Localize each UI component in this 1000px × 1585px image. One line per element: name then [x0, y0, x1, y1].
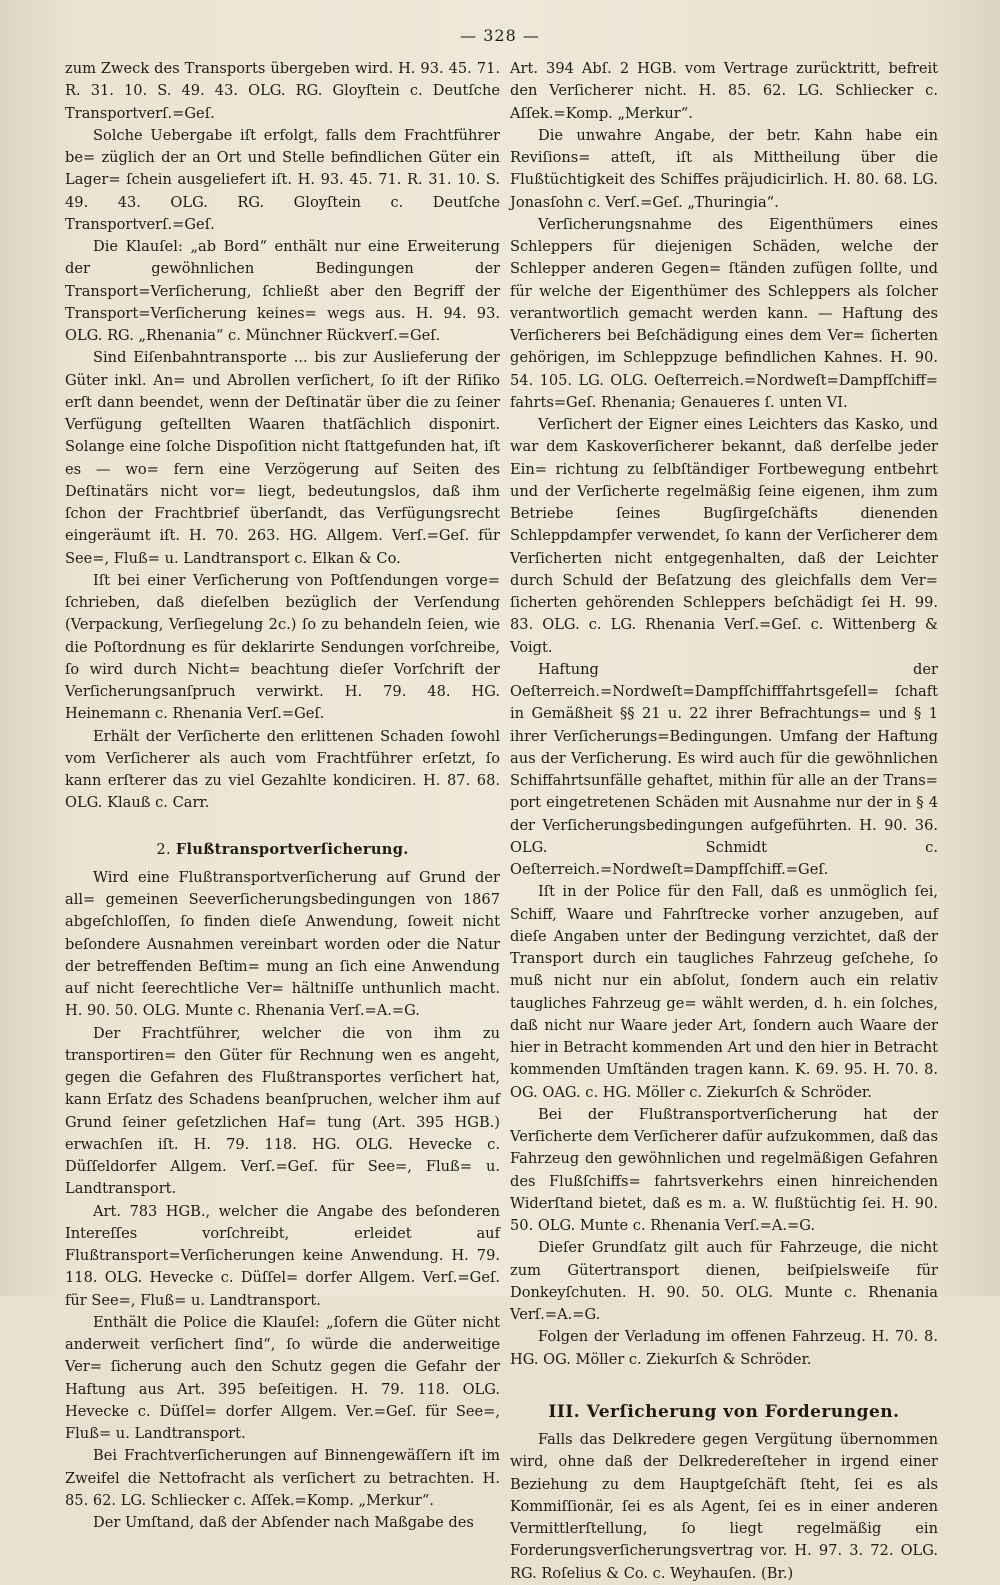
paragraph: Sind Eiſenbahntransporte ... bis zur Auslieferung der Güter inkl. An= und Abrollen verſichert, ſo iſt der Riſiko erſt dann beendet, wenn der Deſtinatär über die zu ſeiner Verfügung geſtellten Waaren thatſächlich disponirt. Solange eine ſolche Dispoſition nicht ſtattgefunden hat, iſt es — wo= fern eine Verzögerung auf Seiten des Deſtinatärs nicht vor= liegt, bedeutungslos, daß ihm ſchon der Frachtbrief überſandt, das Verfügungsrecht eingeräumt iſt. H. 70. 263. HG. Allgem. Verſ.=Geſ. für See=, Fluß= u. Landtransport c. Elkan & Co.: [65, 349, 500, 567]
paragraph: zum Zweck des Transports übergeben wird. H. 93. 45. 71. R. 31. 10. S. 49. 43. OLG. RG. Gloyſtein c. Deutſche Transportverſ.=Geſ.: [65, 60, 500, 122]
paragraph: Dieſer Grundſatz gilt auch für Fahrzeuge, die nicht zum Gütertransport dienen, beiſpielsweiſe für Donkeyſchuten. H. 90. 50. OLG. Munte c. Rhenania Verſ.=A.=G.: [510, 1239, 938, 1323]
paragraph: Bei der Flußtransportverſicherung hat der Verſicherte dem Verſicherer dafür aufzukommen, daß das Fahrzeug den gewöhnlichen und regelmäßigen Gefahren des Flußſchiffs= fahrtsverkehrs einen hinreichenden Widerſtand bietet, daß es m. a. W. flußtüchtig ſei. H. 90. 50. OLG. Munte c. Rhenania Verſ.=A.=G.: [510, 1105, 938, 1234]
paragraph: Die Klauſel: „ab Bord“ enthält nur eine Erweiterung der gewöhnlichen Bedingungen der Transport=Verſicherung, ſchließt aber den Begriff der Transport=Verſicherung keines= wegs aus. H. 94. 93. OLG. RG. „Rhenania“ c. Münchner Rückverſ.=Geſ.: [65, 238, 500, 344]
paragraph: Art. 783 HGB., welcher die Angabe des beſonderen Intereſſes vorſchreibt, erleidet auf Flußtransport=Verſicherungen keine Anwendung. H. 79. 118. OLG. Hevecke c. Düſſel= dorfer Allgem. Verſ.=Geſ. für See=, Fluß= u. Landtransport.: [65, 1202, 500, 1309]
part-number: III.: [548, 1401, 581, 1422]
page-number: — 328 —: [460, 26, 540, 45]
paragraph: Folgen der Verladung im offenen Fahrzeug. H. 70. 8. HG. OG. Möller c. Ziekurſch & Schröder.: [510, 1328, 938, 1368]
paragraph: Falls das Delkredere gegen Vergütung übernommen wird, ohne daß der Delkredereſteher in irgend einer Beziehung zu dem Hauptgeſchäft ſteht, ſei es als Kommiſſionär, ſei es als Agent, ſei es in einer anderen Vermittlerſtellung, ſo liegt regelmäßig ein Forderungsverſicherungsvertrag vor. H. 97. 3. 72. OLG. RG. Roſelius & Co. c. Weyhauſen. (Br.): [510, 1431, 938, 1582]
paragraph: Iſt in der Police für den Fall, daß es unmöglich ſei, Schiff, Waare und Fahrſtrecke vorher anzugeben, auf dieſe Angaben unter der Bedingung verzichtet, daß der Transport durch ein taugliches Fahrzeug geſchehe, ſo muß nicht nur ein abſolut, ſondern auch ein relativ taugliches Fahrzeug ge= wählt werden, d. h. ein ſolches, daß nicht nur Waare jeder Art, ſondern auch Waare der hier in Betracht kommenden Art und den hier in Betracht kommenden Umſtänden tragen kann. K. 69. 95. H. 70. 8. OG. OAG. c. HG. Möller c. Ziekurſch & Schröder.: [510, 883, 938, 1101]
paragraph: Verſichert der Eigner eines Leichters das Kasko, und war dem Kaskoverſicherer bekannt, daß derſelbe jeder Ein= richtung zu ſelbſtändiger Fortbewegung entbehrt und der Verſicherte regelmäßig ſeine eigenen, ihm zum Betriebe ſeines Bugſirgeſchäfts dienenden Schleppdampfer verwendet, ſo kann der Verſicherer dem Verſicherten nicht entgegenhalten, daß der Leichter durch Schuld der Beſatzung des gleichfalls dem Ver= ſicherten gehörenden Schleppers beſchädigt ſei H. 99. 83. OLG. c. LG. Rhenania Verſ.=Geſ. c. Wittenberg & Voigt.: [510, 416, 938, 656]
left-column: [65, 58, 500, 1534]
paragraph: Solche Uebergabe iſt erfolgt, falls dem Frachtführer be= züglich der an Ort und Stelle befindlichen Güter ein Lager= ſchein ausgeliefert iſt. H. 93. 45. 71. R. 31. 10. S. 49. 43. OLG. RG. Gloyſtein c. Deutſche Transportverſ.=Geſ.: [65, 126, 500, 233]
paragraph: Die unwahre Angabe, der betr. Kahn habe ein Reviſions= atteſt, iſt als Mittheilung über die Flußtüchtigkeit des Schiffes präjudicirlich. H. 80. 68. LG. Jonasſohn c. Verſ.=Geſ. „Thuringia“.: [510, 126, 938, 211]
paragraph: Verſicherungsnahme des Eigenthümers eines Schleppers für diejenigen Schäden, welche der Schlepper anderen Gegen= ſtänden zufügen ſollte, und für welche der Eigenthümer des Schleppers als ſolcher verantwortlich gemacht werden kann. — Haftung des Verſicherers bei Beſchädigung eines dem Ver= ſicherten gehörigen, im Schleppzuge befindlichen Kahnes. H. 90. 54. 105. LG. OLG. Oeſterreich.=Nordweſt=Dampfſchiff= fahrts=Geſ. Rhenania; Genaueres ſ. unten VI.: [510, 215, 938, 411]
paragraph: Bei Frachtverſicherungen auf Binnengewäſſern iſt im Zweifel die Nettofracht als verſichert zu betrachten. H. 85. 62. LG. Schliecker c. Aſſek.=Komp. „Merkur“.: [65, 1447, 500, 1509]
section-number: 2.: [156, 840, 171, 858]
paragraph: Der Umſtand, daß der Abſender nach Maßgabe des: [93, 1514, 474, 1531]
part-heading: [510, 1401, 938, 1423]
part-title: Verſicherung von Forderungen.: [586, 1401, 900, 1422]
section-heading: [65, 839, 500, 861]
paragraph: Wird eine Flußtransportverſicherung auf Grund der all= gemeinen Seeverſicherungsbedingungen von 1867 abgeſchloſſen, ſo finden dieſe Anwendung, ſoweit nicht beſondere Ausnahmen vereinbart worden oder die Natur der betreffenden Beſtim= mung an ſich eine Anwendung auf nicht ſeerechtliche Ver= hältniſſe unthunlich macht. H. 90. 50. OLG. Munte c. Rhenania Verſ.=A.=G.: [65, 868, 500, 1020]
paragraph: Haftung der Oeſterreich.=Nordweſt=Dampfſchifffahrtsgeſell= ſchaft in Gemäßheit §§ 21 u. 22 ihrer Befrachtungs= und § 1 ihrer Verſicherungs=Bedingungen. Umfang der Haftung aus der Verſicherung. Es wird auch für die gewöhnlichen Schiffahrtsunfälle gehaftet, mithin für alle an der Trans= port eingetretenen Schäden mit Ausnahme nur der in § 4 der Verſicherungsbedingungen aufgeführten. H. 90. 36. OLG. Schmidt c. Oeſterreich.=Nordweſt=Dampfſchiff.=Geſ.: [510, 660, 938, 878]
paragraph: Der Frachtführer, welcher die von ihm zu transportiren= den Güter für Rechnung wen es angeht, gegen die Gefahren des Flußtransportes verſichert hat, kann Erſatz des Schadens beanſpruchen, welcher ihm auf Grund ſeiner geſetzlichen Haf= tung (Art. 395 HGB.) erwachſen iſt. H. 79. 118. HG. OLG. Hevecke c. Düſſeldorfer Allgem. Verſ.=Geſ. für See=, Fluß= u. Landtransport.: [65, 1024, 500, 1198]
paragraph: Art. 394 Abſ. 2 HGB. vom Vertrage zurücktritt, befreit den Verſicherer nicht. H. 85. 62. LG. Schliecker c. Aſſek.=Komp. „Merkur“.: [510, 60, 938, 122]
right-column: [510, 58, 938, 1585]
paragraph: Erhält der Verſicherte den erlittenen Schaden ſowohl vom Verſicherer als auch vom Frachtführer erſetzt, ſo kann erſterer das zu viel Gezahlte kondiciren. H. 87. 68. OLG. Klauß c. Carr.: [65, 727, 500, 812]
section-title: Flußtransportverſicherung.: [175, 840, 409, 858]
paragraph: Iſt bei einer Verſicherung von Poſtſendungen vorge= ſchrieben, daß dieſelben bezüglich der Verſendung (Verpackung, Verſiegelung 2c.) ſo zu behandeln ſeien, wie die Poſtordnung es für deklarirte Sendungen vorſchreibe, ſo wird durch Nicht= beachtung dieſer Vorſchrift der Verſicherungsanſpruch verwirkt. H. 79. 48. HG. Heinemann c. Rhenania Verſ.=Geſ.: [65, 571, 500, 723]
paragraph: Enthält die Police die Klauſel: „ſofern die Güter nicht anderweit verſichert ſind“, ſo würde die anderweitige Ver= ſicherung auch den Schutz gegen die Gefahr der Haftung aus Art. 395 beſeitigen. H. 79. 118. OLG. Hevecke c. Düſſel= dorfer Allgem. Ver.=Geſ. für See=, Fluß= u. Landtransport.: [65, 1313, 500, 1442]
